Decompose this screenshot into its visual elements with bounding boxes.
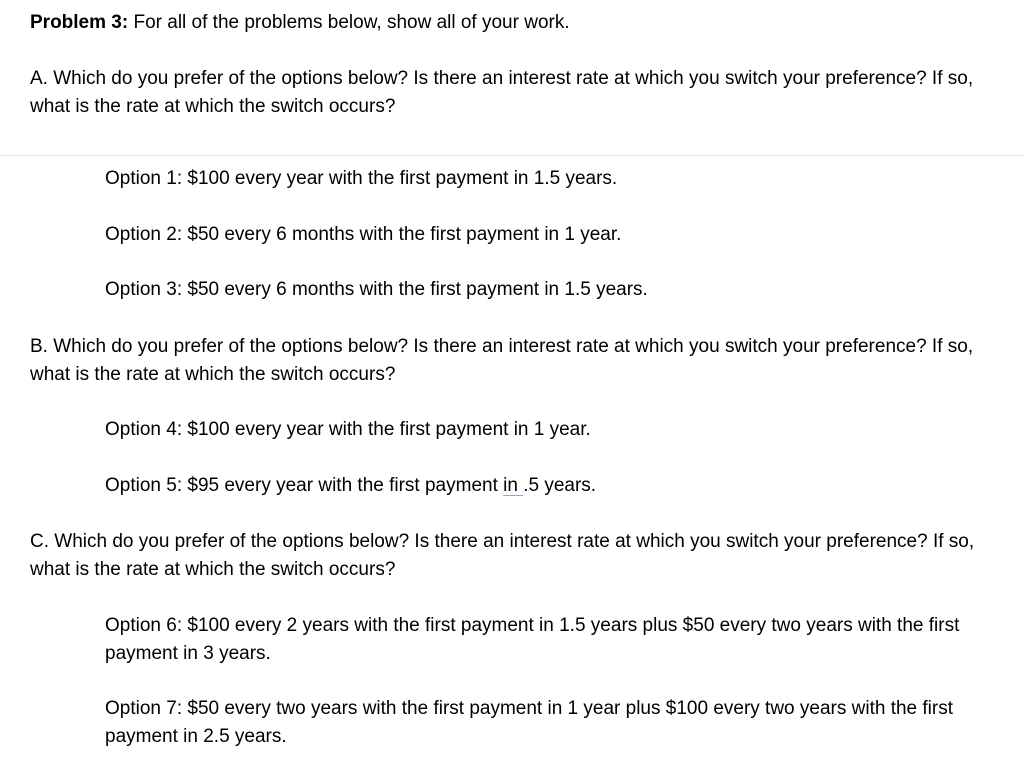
option-3: Option 3: $50 every 6 months with the first payment in 1.5 years. [105, 279, 648, 300]
option-2: Option 2: $50 every 6 months with the first payment in 1 year. [105, 224, 622, 245]
section-b-prompt: B. Which do you prefer of the options below? Is there an interest rate at which you switch your preference? If so, what is the rate at which the switch occurs? [30, 336, 974, 385]
option-7: Option 7: $50 every two years with the first payment in 1 year plus $100 every two years with the first payment in 2.5 years. [105, 698, 954, 747]
option-4: Option 4: $100 every year with the first payment in 1 year. [105, 419, 591, 440]
section-a-prompt: A. Which do you prefer of the options below? Is there an interest rate at which you switch your preference? If so, what is the rate at which the switch occurs? [30, 68, 974, 117]
option-5-text: Option 5: $95 every year with the first payment [105, 475, 504, 496]
option-5-text-end: .5 years. [523, 475, 597, 496]
section-c-prompt: C. Which do you prefer of the options below? Is there an interest rate at which you switch your preference? If so, what is the rate at which the switch occurs? [30, 531, 975, 580]
option-1: Option 1: $100 every year with the first payment in 1.5 years. [105, 168, 618, 189]
option-6: Option 6: $100 every 2 years with the first payment in 1.5 years plus $50 every two years with the first payment in 3 years. [105, 615, 960, 664]
option-5-marked-text: in [503, 475, 524, 496]
problem-label: Problem 3: [30, 12, 129, 33]
option-5 [105, 472, 1005, 500]
divider-line [0, 155, 1024, 156]
problem-instructions: For all of the problems below, show all of your work. [128, 12, 570, 33]
problem-header [30, 9, 570, 37]
